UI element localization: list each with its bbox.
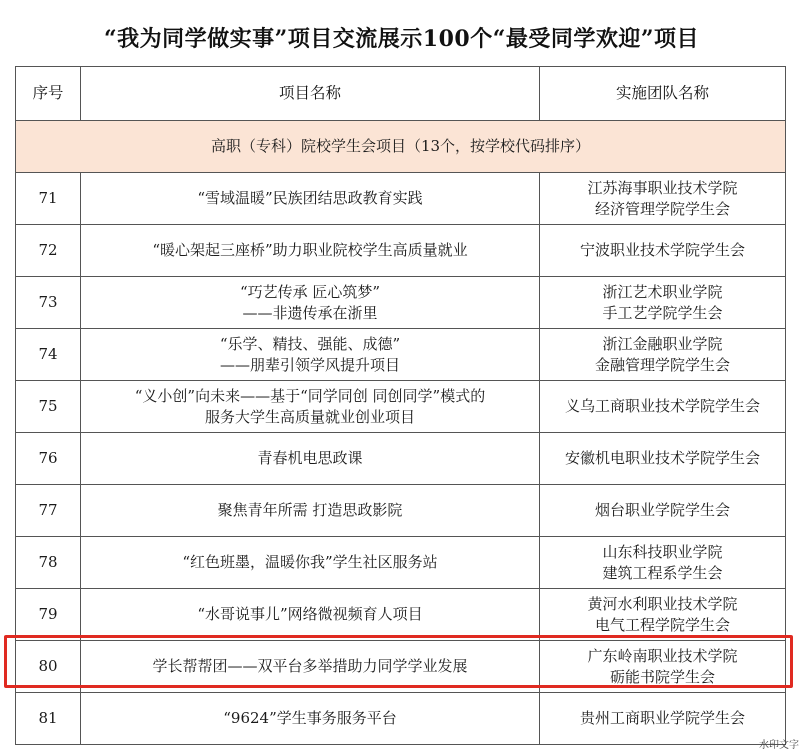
- project-name-cell: [81, 329, 540, 381]
- table-row: [16, 329, 786, 381]
- project-name-line: “巧艺传承 匠心筑梦”: [239, 282, 381, 301]
- team-name-cell: [540, 173, 786, 225]
- project-name-line: “水哥说事儿”网络微视频育人项目: [197, 605, 423, 623]
- table-row: [16, 173, 786, 225]
- team-name-cell: [540, 485, 786, 537]
- team-name-cell: [540, 225, 786, 277]
- team-name-line: 砺能书院学生会: [609, 667, 715, 686]
- watermark-text: 水印文字: [759, 740, 799, 751]
- row-number: 77: [16, 485, 81, 537]
- team-name-cell: [540, 277, 786, 329]
- project-name-line: 聚焦青年所需 打造思政影院: [217, 501, 403, 519]
- row-number: 80: [16, 641, 81, 693]
- team-name-line: 经济管理学院学生会: [594, 199, 730, 218]
- team-name-line: 浙江艺术职业学院: [602, 282, 723, 301]
- team-name-line: 贵州工商职业学院学生会: [579, 709, 745, 727]
- project-name-line: “9624”学生事务服务平台: [223, 709, 397, 727]
- team-name-cell: [540, 537, 786, 589]
- table-row: [16, 381, 786, 433]
- team-name-cell: [540, 693, 786, 745]
- project-name-cell: [81, 225, 540, 277]
- project-name-line: ——朋辈引领学风提升项目: [219, 355, 400, 374]
- project-name-line: “暖心架起三座桥”助力职业院校学生高质量就业: [152, 241, 468, 259]
- table-row: [16, 589, 786, 641]
- project-name-line: 服务大学生高质量就业创业项目: [204, 407, 415, 426]
- project-name-cell: [81, 641, 540, 693]
- header-no: 序号: [16, 67, 81, 121]
- row-number: 76: [16, 433, 81, 485]
- project-name-line: ——非遗传承在浙里: [242, 303, 378, 322]
- section-row: [16, 121, 786, 173]
- project-name-cell: [81, 537, 540, 589]
- section-label: 高职（专科）院校学生会项目（13个，按学校代码排序）: [16, 121, 786, 173]
- team-name-cell: [540, 641, 786, 693]
- team-name-line: 手工艺学院学生会: [602, 303, 723, 322]
- team-name-cell: [540, 433, 786, 485]
- table-row: [16, 537, 786, 589]
- row-number: 71: [16, 173, 81, 225]
- team-name-line: 山东科技职业学院: [602, 542, 723, 561]
- projects-table: [15, 66, 786, 745]
- team-name-line: 建筑工程系学生会: [602, 563, 723, 582]
- table-body: [16, 121, 786, 745]
- page-title: “我为同学做实事”项目交流展示100个“最受同学欢迎”项目: [103, 26, 700, 52]
- team-name-line: 宁波职业技术学院学生会: [579, 241, 745, 259]
- team-name-line: 电气工程学院学生会: [594, 615, 730, 634]
- project-name-cell: [81, 277, 540, 329]
- team-name-cell: [540, 329, 786, 381]
- project-name-line: 青春机电思政课: [257, 449, 363, 467]
- project-name-line: “红色班墨，温暖你我”学生社区服务站: [182, 553, 438, 571]
- team-name-cell: [540, 589, 786, 641]
- table-row: [16, 485, 786, 537]
- header-project: 项目名称: [81, 67, 540, 121]
- project-name-cell: [81, 173, 540, 225]
- row-number: 75: [16, 381, 81, 433]
- row-number: 78: [16, 537, 81, 589]
- team-name-line: 烟台职业学院学生会: [594, 501, 730, 519]
- project-name-line: “雪域温暖”民族团结思政教育实践: [197, 189, 423, 207]
- team-name-line: 黄河水利职业技术学院: [587, 594, 738, 613]
- table-row: [16, 225, 786, 277]
- table-row: [16, 693, 786, 745]
- team-name-line: 义乌工商职业技术学院学生会: [564, 397, 760, 415]
- project-name-line: 学长帮帮团——双平台多举措助力同学学业发展: [152, 657, 468, 675]
- project-name-cell: [81, 433, 540, 485]
- table-row: [16, 433, 786, 485]
- row-number: 81: [16, 693, 81, 745]
- project-name-cell: [81, 485, 540, 537]
- team-name-line: 安徽机电职业技术学院学生会: [564, 449, 760, 467]
- row-number: 72: [16, 225, 81, 277]
- project-name-cell: [81, 589, 540, 641]
- team-name-cell: [540, 381, 786, 433]
- project-name-line: “义小创”向未来——基于“同学同创 同创同学”模式的: [134, 386, 486, 405]
- table-row: [16, 277, 786, 329]
- team-name-line: 江苏海事职业技术学院: [587, 178, 738, 197]
- row-number: 74: [16, 329, 81, 381]
- header-team: 实施团队名称: [540, 67, 786, 121]
- project-name-cell: [81, 381, 540, 433]
- table-row: [16, 641, 786, 693]
- team-name-line: 浙江金融职业学院: [602, 334, 723, 353]
- project-name-cell: [81, 693, 540, 745]
- team-name-line: 广东岭南职业技术学院: [587, 646, 738, 665]
- table-header-row: [16, 67, 786, 121]
- team-name-line: 金融管理学院学生会: [594, 355, 730, 374]
- project-name-line: “乐学、精技、强能、成德”: [219, 334, 401, 353]
- row-number: 79: [16, 589, 81, 641]
- row-number: 73: [16, 277, 81, 329]
